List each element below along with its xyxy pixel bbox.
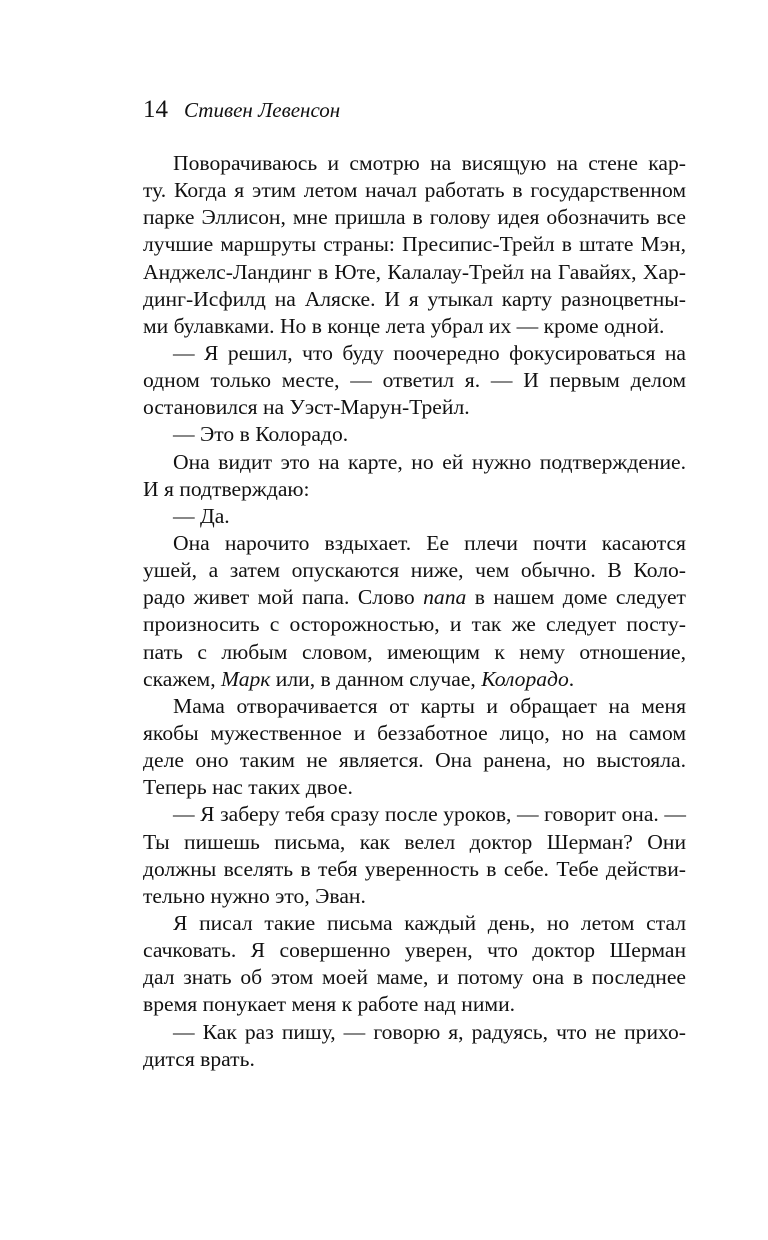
text-line bbox=[143, 856, 686, 883]
text-line bbox=[143, 584, 686, 611]
text-run: — Я заберу тебя сразу после уроков, — говорит она. — bbox=[173, 802, 686, 827]
text-line bbox=[143, 1019, 686, 1046]
text-line bbox=[143, 286, 686, 313]
text-run: дал знать об этом моей маме, и потому она в последнее bbox=[143, 965, 686, 990]
text-run: якобы мужественное и беззаботное лицо, но на самом bbox=[143, 720, 686, 745]
text-line bbox=[143, 1046, 686, 1073]
text-line bbox=[143, 530, 686, 557]
text-run: время понукает меня к работе над ними. bbox=[143, 992, 516, 1017]
text-line bbox=[143, 231, 686, 258]
text-line bbox=[143, 259, 686, 286]
text-run: — Как раз пишу, — говорю я, радуясь, что не прихо- bbox=[173, 1019, 686, 1044]
text-run: парке Эллисон, мне пришла в голову идея обозначить все bbox=[143, 205, 686, 230]
body-text bbox=[143, 150, 686, 1073]
text-run: — Да. bbox=[173, 503, 230, 528]
text-line bbox=[143, 774, 686, 801]
emphasis-text: Марк bbox=[221, 666, 271, 691]
text-line bbox=[143, 476, 686, 503]
text-line bbox=[143, 204, 686, 231]
text-run: — Это в Колорадо. bbox=[173, 422, 349, 447]
text-run: Ты пишешь письма, как велел доктор Шерман? Они bbox=[143, 829, 686, 854]
text-run: должны вселять в тебя уверенность в себе. Тебе действи- bbox=[143, 856, 686, 881]
text-run: одном только месте, — ответил я. — И первым делом bbox=[143, 368, 686, 393]
text-line bbox=[143, 340, 686, 367]
text-run: Поворачиваюсь и смотрю на висящую на стене кар- bbox=[173, 151, 686, 175]
text-run: Она видит это на карте, но ей нужно подтверждение. bbox=[173, 449, 686, 474]
text-line bbox=[143, 829, 686, 856]
emphasis-text: папа bbox=[423, 585, 467, 610]
text-run: ту. Когда я этим летом начал работать в государственном bbox=[143, 178, 686, 203]
text-run: остановился на Уэст-Марун-Трейл. bbox=[143, 395, 470, 420]
text-run: ушей, а затем опускаются ниже, чем обычно. В Коло- bbox=[143, 558, 686, 583]
text-run: Я писал такие письма каждый день, но летом стал bbox=[173, 910, 686, 935]
text-line bbox=[143, 449, 686, 476]
text-run: Анджелс-Ландинг в Юте, Калалау-Трейл на Гавайях, Хар- bbox=[143, 259, 686, 284]
text-run: . bbox=[568, 666, 575, 691]
text-line bbox=[143, 910, 686, 937]
text-run: — Я решил, что буду поочередно фокусироваться на bbox=[173, 340, 686, 365]
page-number: 14 bbox=[143, 96, 168, 123]
text-run: пать с любым словом, имеющим к нему отношение, bbox=[143, 639, 686, 664]
text-line bbox=[143, 313, 686, 340]
text-run: деле оно таким не является. Она ранена, но выстояла. bbox=[143, 748, 686, 773]
text-line bbox=[143, 611, 686, 638]
text-run: тельно нужно это, Эван. bbox=[143, 883, 366, 908]
text-line bbox=[143, 177, 686, 204]
page-header bbox=[143, 96, 340, 126]
text-run: или, в данном случае, bbox=[270, 666, 482, 691]
text-run: Она нарочито вздыхает. Ее плечи почти касаются bbox=[173, 530, 686, 555]
text-run: ми булавками. Но в конце лета убрал их — кроме одной. bbox=[143, 313, 665, 338]
text-run: произносить с осторожностью, и так же следует посту- bbox=[143, 612, 686, 637]
text-run: сачковать. Я совершенно уверен, что доктор Шерман bbox=[143, 938, 686, 963]
text-line bbox=[143, 394, 686, 421]
text-line bbox=[143, 639, 686, 666]
text-run: лучшие маршруты страны: Пресипис-Трейл в штате Мэн, bbox=[143, 232, 686, 257]
text-line bbox=[143, 367, 686, 394]
text-run: динг-Исфилд на Аляске. И я утыкал карту разноцветны- bbox=[143, 286, 686, 311]
text-line bbox=[143, 666, 686, 693]
text-line bbox=[143, 991, 686, 1018]
text-run: И я подтверждаю: bbox=[143, 476, 310, 501]
text-line bbox=[143, 747, 686, 774]
text-run: скажем, bbox=[143, 666, 222, 691]
text-line bbox=[143, 964, 686, 991]
text-line bbox=[143, 557, 686, 584]
emphasis-text: Колорадо bbox=[481, 666, 569, 691]
text-run: радо живет мой папа. Слово bbox=[143, 585, 424, 610]
text-line bbox=[143, 883, 686, 910]
text-line bbox=[143, 503, 686, 530]
text-line bbox=[143, 801, 686, 828]
text-run: Теперь нас таких двое. bbox=[143, 775, 353, 800]
text-line bbox=[143, 150, 686, 177]
text-line bbox=[143, 720, 686, 747]
text-run: дится врать. bbox=[143, 1046, 255, 1071]
text-line bbox=[143, 693, 686, 720]
text-run: в нашем доме следует bbox=[466, 585, 686, 610]
text-run: Мама отворачивается от карты и обращает на меня bbox=[173, 693, 686, 718]
text-line bbox=[143, 937, 686, 964]
running-head-author: Стивен Левенсон bbox=[184, 98, 341, 122]
text-line bbox=[143, 421, 686, 448]
